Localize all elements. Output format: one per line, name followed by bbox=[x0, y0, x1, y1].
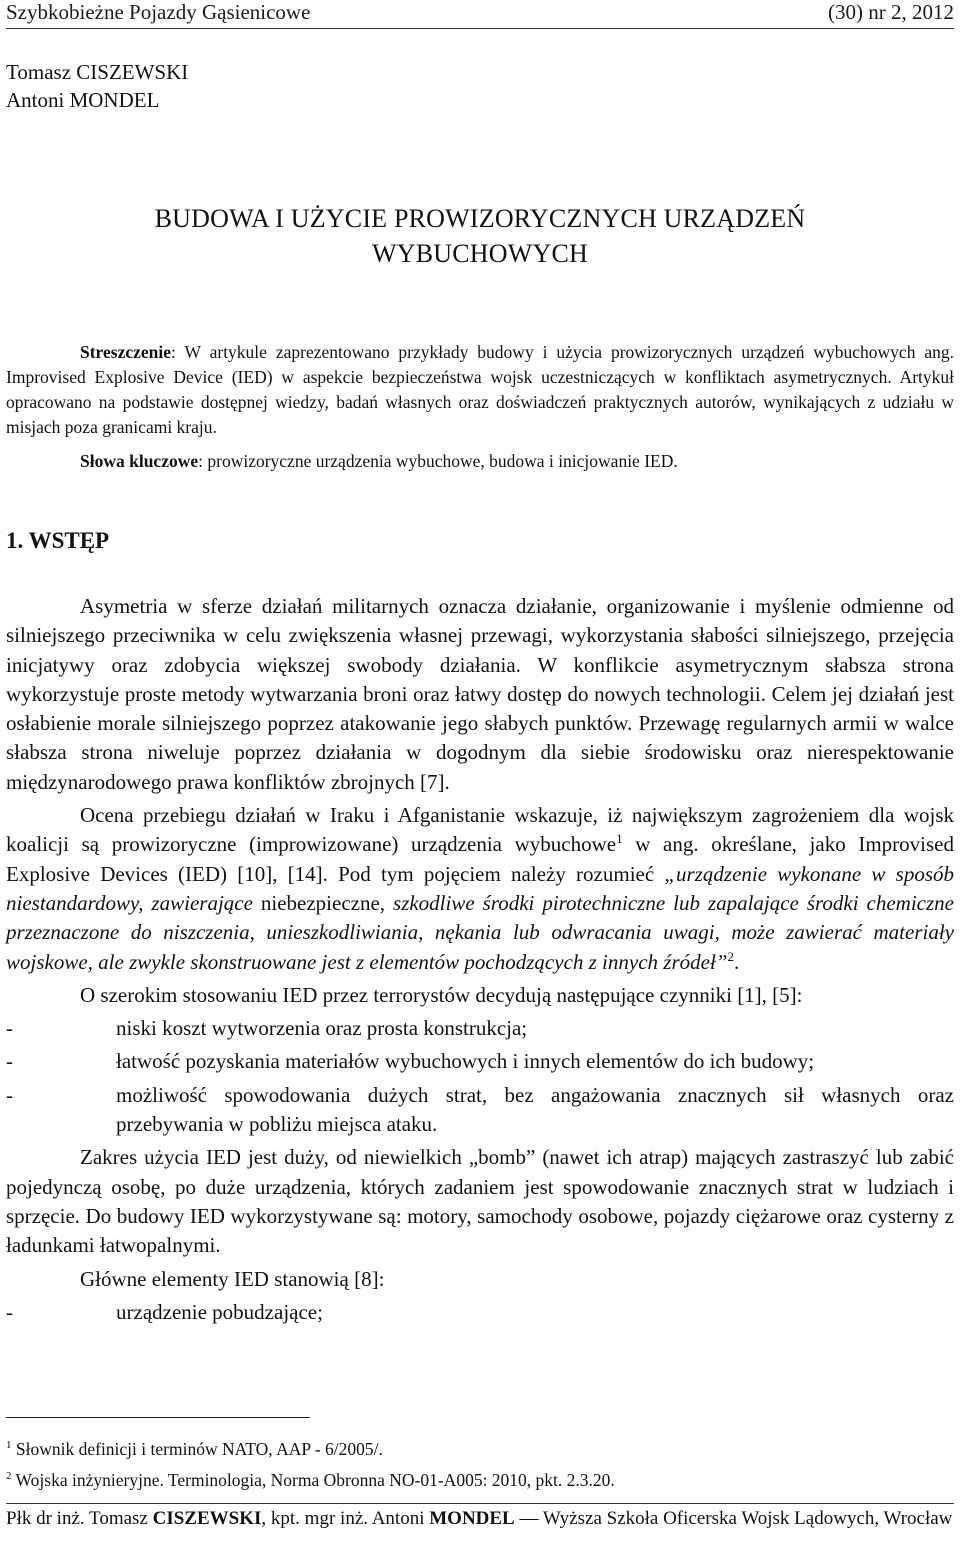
keywords bbox=[80, 449, 678, 474]
paragraph: Asymetria w sferze działań militarnych oznacza działanie, organizowanie i myślenie odmienne od silniejszego przeciwnika w celu zwiększenia własnej przewagi, wykorzystania słabości silniejszego, przejęcia inicjatywy oraz zdobycia większej swobody działania. W konflikcie asymetrycznym słabsza strona wykorzystuje proste metody wytwarzania broni oraz łatwy dostęp do nowych technologii. Celem jej działań jest osłabienie morale silniejszego poprzez atakowanie jego słabych punktów. Przewagę regularnych armii w walce słabsza strona niweluje poprzez działania w dogodnym dla siebie środowisku oraz nierespektowanie międzynarodowego prawa konfliktów zbrojnych [7]. bbox=[6, 594, 954, 794]
list-item-text: łatwość pozyskania materiałów wybuchowych i innych elementów do ich budowy; bbox=[116, 1049, 815, 1074]
text-run: niebezpieczne, bbox=[252, 890, 394, 915]
abstract-text: : W artykule zaprezentowano przykłady budowy i użycia prowizorycznych urządzeń wybuchowych ang. Improvised Explosive Device (IED) w aspekcie bezpieczeństwa wojsk uczestniczących w konfliktach asymetrycznych. Artykuł opracowano na podstawie dostępnej wiedzy, badań własnych oraz doświadczeń praktycznych autorów, wynikających z udziału w misjach poza granicami kraju. bbox=[6, 342, 954, 437]
affiliation-divider bbox=[6, 1503, 954, 1504]
abstract bbox=[6, 340, 954, 440]
list-dash: - bbox=[6, 1016, 13, 1041]
text-run: — Wyższa Szkoła Oficerska Wojsk Lądowych, Wrocław bbox=[514, 1508, 953, 1529]
footnote-number: 1 bbox=[6, 1439, 12, 1451]
list-dash: - bbox=[6, 1082, 13, 1107]
factor-list bbox=[6, 1014, 954, 1139]
author-surname: CISZEWSKI bbox=[152, 1508, 262, 1529]
footnote-number: 2 bbox=[6, 1469, 12, 1482]
paragraph bbox=[6, 801, 954, 977]
footnote-ref: 2 bbox=[727, 948, 734, 964]
list-item bbox=[6, 1298, 954, 1327]
keywords-label: Słowa kluczowe bbox=[80, 451, 199, 471]
abstract-label: Streszczenie bbox=[80, 342, 172, 362]
text-run: Ocena przebiegu działań w Iraku i Afganistanie wskazuje, iż największym zagrożeniem dla wojsk koalicji są prowizoryczne (improwizowane) urządzenia wybuchowe bbox=[6, 803, 954, 857]
footnote-ref: 1 bbox=[616, 831, 623, 847]
text-run: Płk dr inż. Tomasz bbox=[6, 1508, 153, 1529]
definition-quote: „urządzenie wykonane w sposób niestandardowy, zawierające bbox=[6, 861, 954, 915]
list-item-text: urządzenie pobudzające; bbox=[116, 1299, 323, 1324]
footnote-text: Wojska inżynieryjne. Terminologia, Norma Obronna NO-01-A005: 2010, pkt. 2.3.20. bbox=[11, 1469, 615, 1490]
text-run: w ang. określane, jako Improvised Explosive Devices (IED) [10], [14]. Pod tym pojęciem należy rozumieć bbox=[6, 832, 954, 886]
author-affiliation bbox=[6, 1505, 954, 1532]
list-item bbox=[6, 1081, 954, 1140]
keywords-text: : prowizoryczne urządzenia wybuchowe, budowa i inicjowanie IED. bbox=[198, 451, 678, 471]
title-line: WYBUCHOWYCH bbox=[372, 239, 588, 268]
paragraph: O szerokim stosowaniu IED przez terrorystów decydują następujące czynniki [1], [5]: bbox=[80, 982, 803, 1007]
definition-quote: szkodliwe środki pirotechniczne lub zapalające środki chemiczne przeznaczone do niszczenia, unieszkodliwiania, nękania lub odwracania uwagi, może zawierać materiały wojskowe, ale zwykle skonstruowane jest z elementów pochodzących z innych źródeł” bbox=[6, 890, 954, 974]
text-run: , kpt. mgr inż. Antoni bbox=[261, 1508, 430, 1529]
running-header bbox=[6, 0, 954, 29]
abstract-paragraph bbox=[6, 340, 954, 440]
footnote-text: Słownik definicji i terminów NATO, AAP - 6/2005/. bbox=[11, 1438, 383, 1459]
journal-name: Szybkobieżne Pojazdy Gąsienicowe bbox=[6, 0, 311, 24]
title-line: BUDOWA I UŻYCIE PROWIZORYCZNYCH URZĄDZEŃ bbox=[154, 204, 806, 233]
paragraph: Zakres użycia IED jest duży, od niewielkich „bomb” (nawet ich atrap) mających zastraszyć lub zabić pojedynczą osobę, po duże urządzenia, których zadaniem jest spowodowanie znacznych strat w ludziach i sprzęcie. Do budowy IED wykorzystywane są: motory, samochody osobowe, pojazdy ciężarowe oraz cysterny z ładunkami łatwopalnymi. bbox=[6, 1145, 954, 1258]
author-surname: MONDEL bbox=[429, 1508, 515, 1529]
author-list bbox=[6, 58, 188, 114]
footnote bbox=[6, 1463, 615, 1494]
issue-number: (30) nr 2, 2012 bbox=[828, 0, 954, 24]
author-name: Antoni MONDEL bbox=[6, 88, 160, 112]
body-text bbox=[6, 592, 954, 1331]
list-item bbox=[6, 1014, 954, 1043]
list-dash: - bbox=[6, 1049, 13, 1074]
footnote bbox=[6, 1432, 615, 1463]
paragraph: Główne elementy IED stanowią [8]: bbox=[80, 1266, 385, 1291]
list-item bbox=[6, 1047, 954, 1076]
list-item-text: możliwość spowodowania dużych strat, bez angażowania znacznych sił własnych oraz przebywania w pobliżu miejsca ataku. bbox=[116, 1082, 954, 1137]
element-list bbox=[6, 1298, 954, 1327]
author-name: Tomasz CISZEWSKI bbox=[6, 60, 189, 84]
section-heading: 1. WSTĘP bbox=[6, 528, 110, 553]
list-dash: - bbox=[6, 1299, 13, 1324]
paper-title bbox=[6, 201, 954, 271]
footnote-divider bbox=[6, 1417, 310, 1418]
list-item-text: niski koszt wytworzenia oraz prosta konstrukcja; bbox=[116, 1016, 528, 1041]
footnotes bbox=[6, 1432, 615, 1494]
text-run: . bbox=[733, 949, 740, 974]
